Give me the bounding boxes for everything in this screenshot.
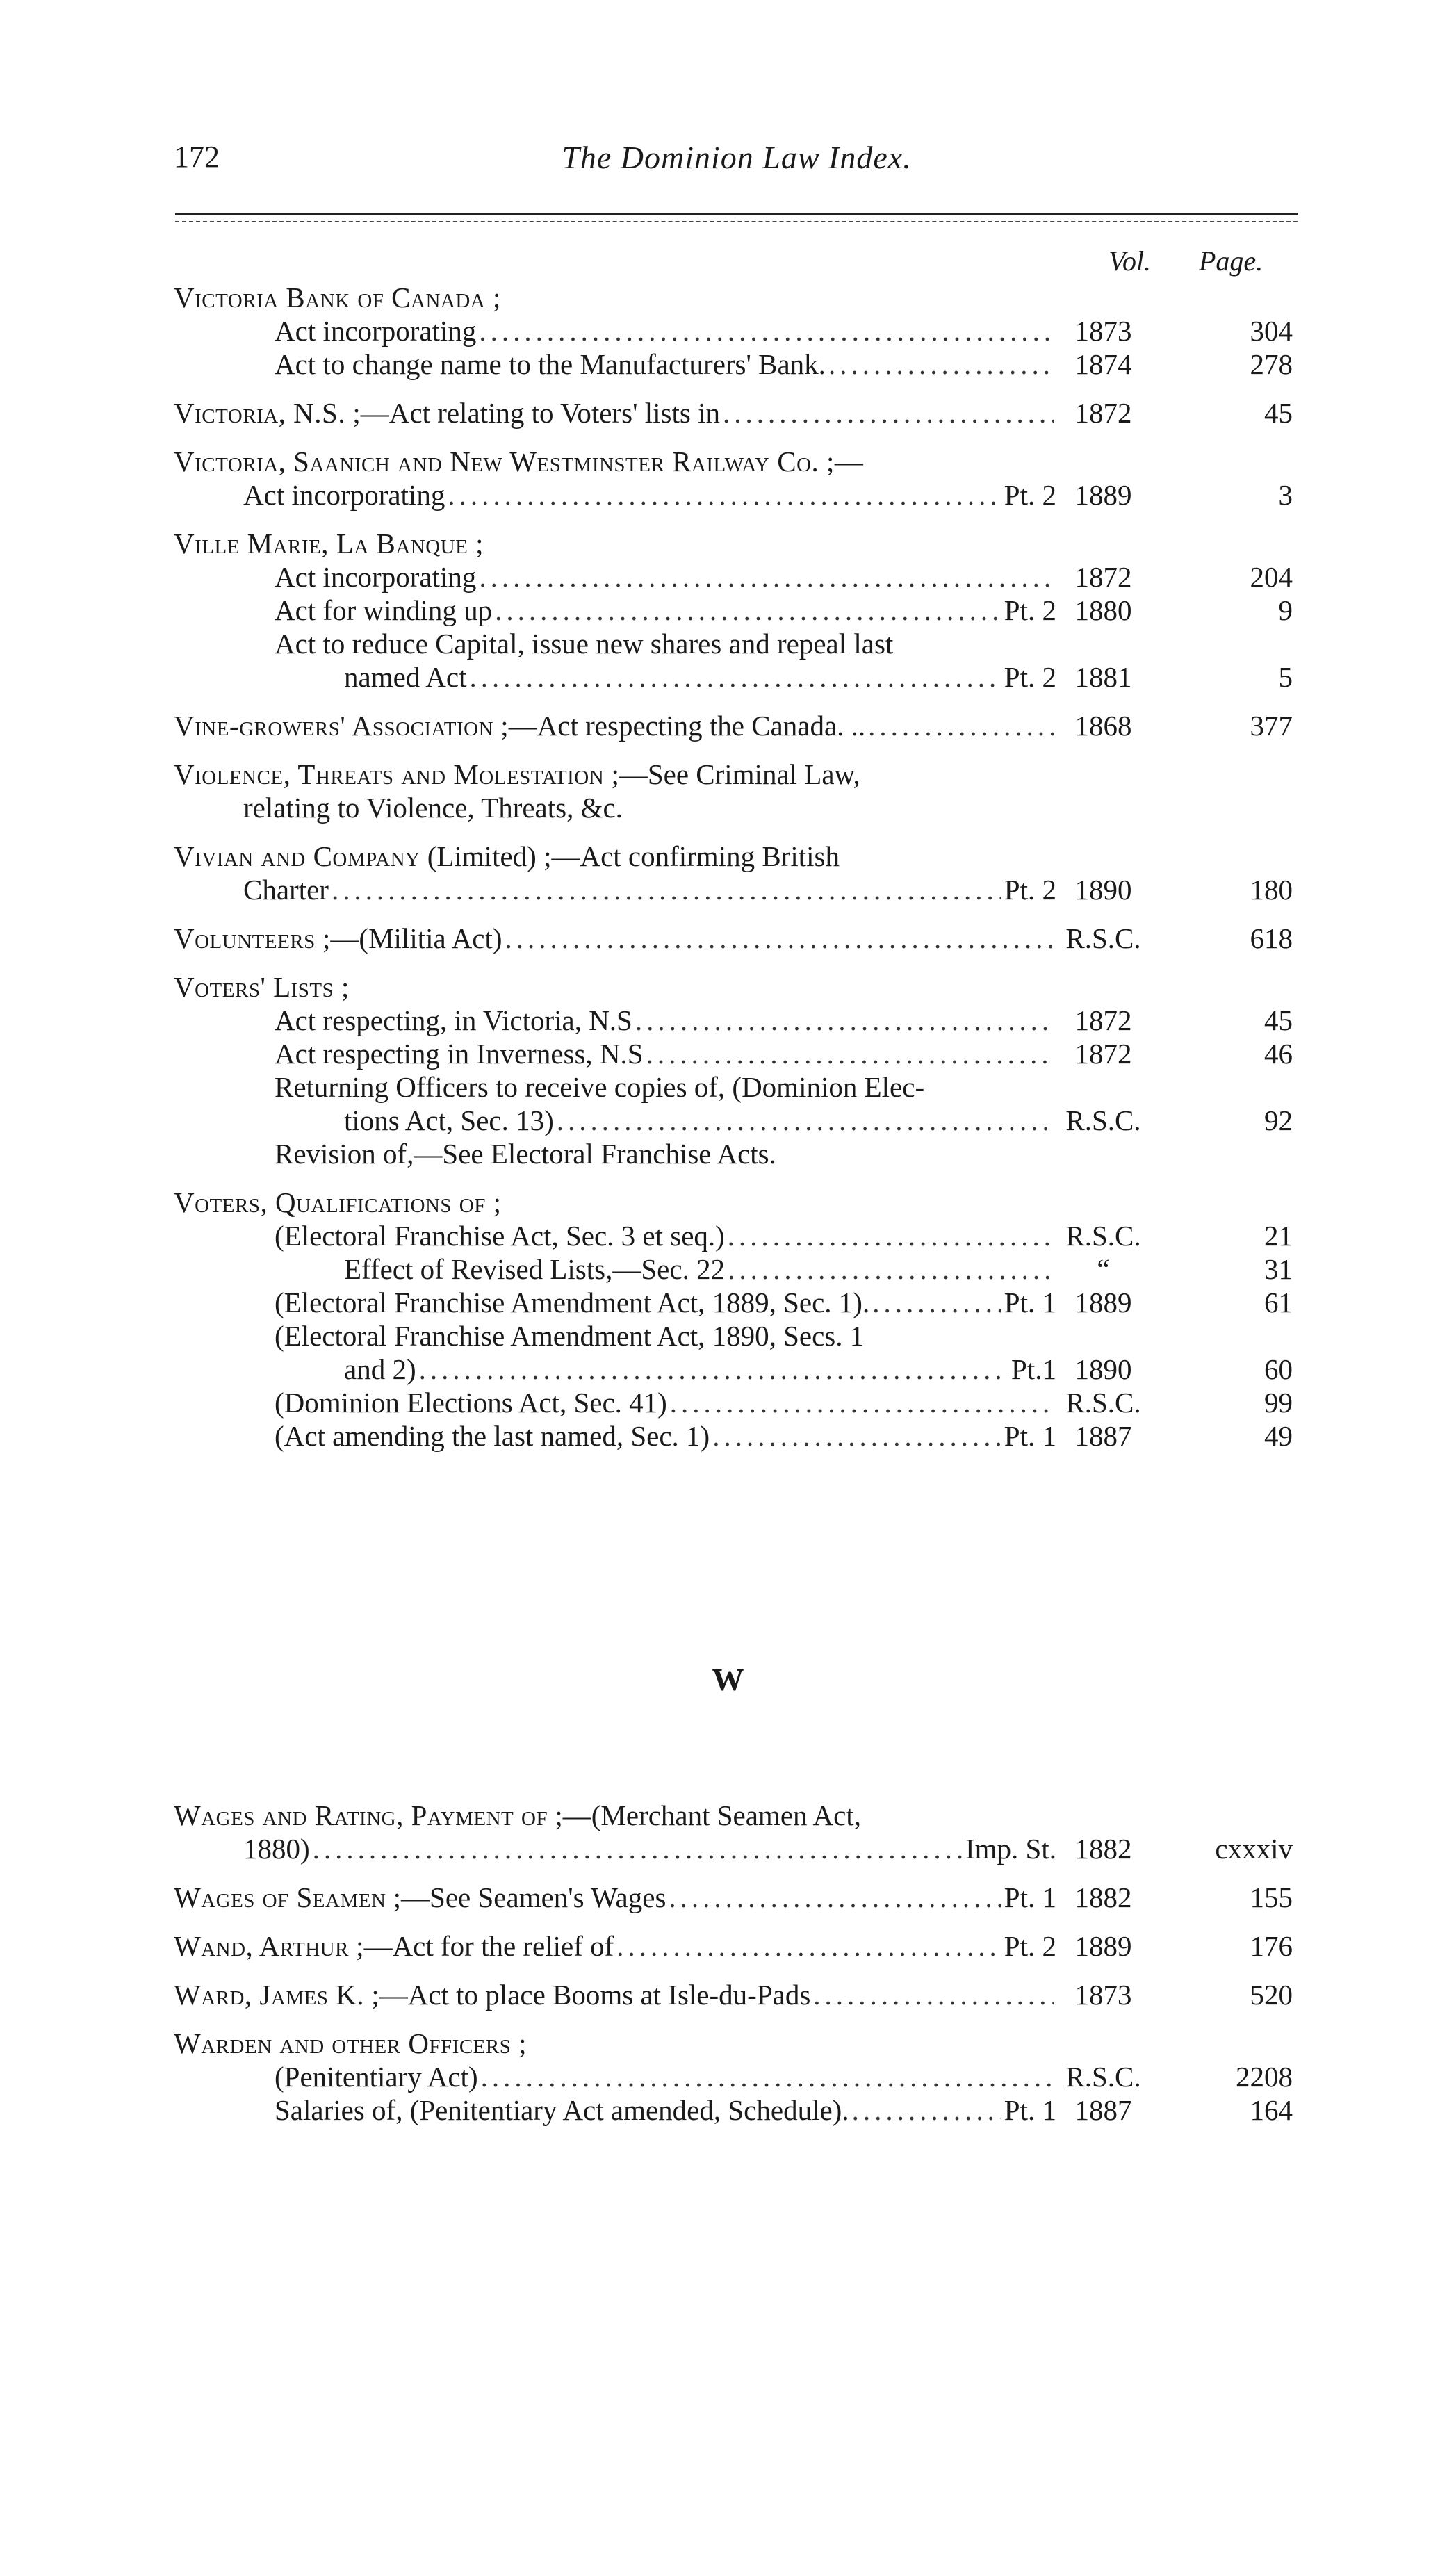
dot-leader: [872, 1286, 1001, 1319]
page-reference: 45: [1264, 397, 1293, 429]
dotted-leader-row: [275, 2060, 1056, 2093]
dotted-leader-row: [275, 2093, 1056, 2127]
entry-heading: [174, 527, 484, 560]
dot-leader: [481, 2060, 1054, 2093]
dot-leader: [669, 1881, 1001, 1914]
volume-reference: 1882: [1074, 1881, 1132, 1913]
dotted-leader-row: [275, 314, 1056, 348]
index-entry: [0, 281, 1456, 381]
index-entry: [0, 2027, 1456, 2127]
page-reference: 204: [1250, 561, 1293, 593]
page-reference: 61: [1264, 1286, 1293, 1318]
volume-reference: 1872: [1074, 1004, 1132, 1036]
entry-text: Act incorporating: [275, 315, 477, 347]
index-line: [0, 281, 1456, 314]
part-reference: Pt. 2: [1004, 1930, 1056, 1962]
entry-text: Charter: [243, 874, 329, 906]
index-line: [0, 1104, 1456, 1137]
entry-description: ;—Act relating to Voters' lists in: [345, 397, 720, 429]
volume-reference: 1872: [1074, 561, 1132, 593]
page-reference: 180: [1250, 874, 1293, 906]
page-reference: 60: [1264, 1353, 1293, 1385]
entry-heading: [174, 281, 501, 314]
volume-reference: 1887: [1074, 2094, 1132, 2126]
part-reference: Pt. 2: [1004, 661, 1056, 693]
index-line: [0, 2093, 1456, 2127]
vol-column-heading: Vol.: [1108, 245, 1152, 277]
index-line: [0, 314, 1456, 348]
dotted-leader-row: [344, 1353, 1056, 1386]
page-reference: 92: [1264, 1104, 1293, 1136]
dot-leader: [448, 478, 1001, 512]
index-entry: [0, 527, 1456, 694]
index-line: [0, 1978, 1456, 2011]
entry-subject: Ward, James K.: [174, 1979, 365, 2011]
volume-reference: 1872: [1074, 397, 1132, 429]
entry-description: ;—See Seamen's Wages: [386, 1881, 666, 1913]
page-reference: 46: [1264, 1038, 1293, 1070]
volume-reference: 1890: [1074, 874, 1132, 906]
entry-heading: [174, 445, 863, 478]
index-line: [0, 594, 1456, 627]
index-line: [0, 1004, 1456, 1037]
index-entry: [0, 1186, 1456, 1453]
entry-heading: [174, 2027, 527, 2060]
entry-text: and 2): [344, 1353, 416, 1385]
volume-reference: R.S.C.: [1065, 1220, 1141, 1252]
entry-subject: Ville Marie, La Banque ;: [174, 528, 484, 559]
entry-text: (Electoral Franchise Amendment Act, 1889, Sec. 1).: [275, 1286, 870, 1318]
index-line: [0, 660, 1456, 694]
header-rule: [175, 213, 1298, 215]
entry-text: [174, 709, 865, 742]
index-entry: [0, 840, 1456, 906]
dot-leader: [712, 1419, 1001, 1453]
dot-leader: [313, 1832, 963, 1865]
dotted-leader-row: [275, 1004, 1056, 1037]
entry-heading-tail: (Limited) ;—Act confirming British: [420, 840, 840, 872]
dotted-leader-row: [174, 1929, 1056, 1963]
volume-reference: 1873: [1074, 1979, 1132, 2011]
entry-text: Act for winding up: [275, 594, 493, 626]
entry-text: (Electoral Franchise Act, Sec. 3 et seq.): [275, 1220, 725, 1252]
part-reference: Imp. St.: [965, 1833, 1056, 1865]
entry-text: Act incorporating: [275, 561, 477, 593]
page-reference: 45: [1264, 1004, 1293, 1036]
entry-text: Act to reduce Capital, issue new shares and repeal last: [275, 628, 894, 660]
page-column-heading: Page.: [1199, 245, 1263, 277]
entry-text: Effect of Revised Lists,—Sec. 22: [344, 1253, 726, 1285]
entry-subject: Violence, Threats and Molestation: [174, 758, 605, 790]
index-line: [0, 840, 1456, 873]
entry-text: Act respecting, in Victoria, N.S: [275, 1004, 632, 1036]
part-reference: Pt. 1: [1004, 2094, 1056, 2126]
index-line: [0, 1252, 1456, 1286]
dot-leader: [728, 1252, 1054, 1286]
page-reference: 520: [1250, 1979, 1293, 2011]
dot-leader: [479, 314, 1054, 348]
page-reference: 2208: [1236, 2061, 1293, 2093]
part-reference: Pt. 2: [1004, 594, 1056, 626]
dotted-leader-row: [275, 1419, 1056, 1453]
entry-subject: Vivian and Company: [174, 840, 420, 872]
entry-heading-tail: ;—(Merchant Seamen Act,: [548, 1799, 861, 1831]
volume-reference: 1880: [1074, 594, 1132, 626]
volume-reference: 1874: [1074, 348, 1132, 380]
dot-leader: [505, 922, 1054, 955]
page-reference: 5: [1278, 661, 1293, 693]
page-reference: 155: [1250, 1881, 1293, 1913]
index-entry: [0, 396, 1456, 430]
index-line: [0, 1881, 1456, 1914]
running-title: The Dominion Law Index.: [562, 140, 912, 175]
dotted-leader-row: [243, 1832, 1056, 1865]
dotted-leader-row: [344, 1252, 1056, 1286]
entry-text: [174, 922, 502, 955]
index-line: [0, 1419, 1456, 1453]
entry-subject: Wand, Arthur: [174, 1930, 349, 1962]
dot-leader: [479, 560, 1054, 594]
entry-subject: Vine-growers' Association: [174, 710, 494, 742]
dotted-leader-row: [275, 1286, 1056, 1319]
dotted-leader-row: [275, 1386, 1056, 1419]
dot-leader: [813, 1978, 1054, 2011]
dot-leader: [616, 1929, 1001, 1963]
index-line: [0, 1070, 1456, 1104]
entry-heading: [174, 1186, 502, 1219]
entry-text: (Penitentiary Act): [275, 2061, 478, 2093]
dot-leader: [828, 348, 1054, 381]
volume-reference: 1887: [1074, 1420, 1132, 1452]
dotted-leader-row: [275, 348, 1056, 381]
page-reference: 377: [1250, 710, 1293, 742]
entry-text: (Act amending the last named, Sec. 1): [275, 1420, 710, 1452]
index-line: [0, 348, 1456, 381]
part-reference: Pt. 1: [1004, 1420, 1056, 1452]
index-line: [0, 1386, 1456, 1419]
entry-text: Act respecting in Inverness, N.S: [275, 1038, 644, 1070]
index-line: [0, 1832, 1456, 1865]
entry-heading: [174, 758, 860, 791]
part-reference: Pt. 1: [1004, 1881, 1056, 1913]
dotted-leader-row: [243, 873, 1056, 906]
dot-leader: [495, 594, 1001, 627]
dot-leader: [419, 1353, 1008, 1386]
index-line: [0, 627, 1456, 660]
dot-leader: [868, 709, 1054, 742]
index-line: [0, 922, 1456, 955]
volume-reference: 1881: [1074, 661, 1132, 693]
entry-continuation: relating to Violence, Threats, &c.: [243, 792, 623, 824]
index-line: [0, 1929, 1456, 1963]
entry-text: (Dominion Elections Act, Sec. 41): [275, 1387, 667, 1419]
page-reference: cxxxiv: [1215, 1833, 1293, 1865]
page-reference: 31: [1264, 1253, 1293, 1285]
page-reference: 618: [1250, 922, 1293, 954]
dotted-leader-row: [174, 1978, 1056, 2011]
dotted-leader-row: [174, 709, 1056, 742]
dot-leader: [852, 2093, 1001, 2127]
index-line: [0, 1037, 1456, 1070]
running-header: [174, 139, 1300, 181]
entry-text: Revision of,—See Electoral Franchise Acts.: [275, 1138, 776, 1170]
index-line: [0, 527, 1456, 560]
entry-text: 1880): [243, 1833, 310, 1865]
index-line: [0, 560, 1456, 594]
part-reference: Pt. 1: [1004, 1286, 1056, 1318]
index-entry: [0, 1799, 1456, 1865]
entry-text: tions Act, Sec. 13): [344, 1104, 554, 1136]
index-entry: [0, 1978, 1456, 2011]
index-entry: [0, 1881, 1456, 1914]
index-line: [0, 791, 1456, 824]
dot-leader: [670, 1386, 1054, 1419]
volume-reference: R.S.C.: [1065, 2061, 1141, 2093]
entry-text: Returning Officers to receive copies of, (Dominion Elec-: [275, 1071, 925, 1103]
volume-reference: “: [1097, 1253, 1110, 1285]
dot-leader: [646, 1037, 1054, 1070]
entry-subject: Wages and Rating, Payment of: [174, 1799, 548, 1831]
dotted-leader-row: [243, 478, 1056, 512]
index-entry: [0, 709, 1456, 742]
entry-text: named Act: [344, 661, 467, 693]
entry-heading: [174, 1799, 861, 1832]
index-line: [0, 396, 1456, 430]
header-rule-dashed: [175, 221, 1298, 222]
volume-reference: R.S.C.: [1065, 922, 1141, 954]
entry-subject: Voters, Qualifications of ;: [174, 1186, 502, 1218]
dotted-leader-row: [174, 396, 1056, 430]
index-line: [0, 2060, 1456, 2093]
volume-reference: 1889: [1074, 1930, 1132, 1962]
dot-leader: [557, 1104, 1054, 1137]
entry-subject: Victoria, Saanich and New Westminster Railway Co. ;—: [174, 446, 864, 477]
index-entry: [0, 1929, 1456, 1963]
page-reference: 21: [1264, 1220, 1293, 1252]
dot-leader: [332, 873, 1001, 906]
dot-leader: [728, 1219, 1054, 1252]
page-reference: 304: [1250, 315, 1293, 347]
part-reference: Pt. 2: [1004, 874, 1056, 906]
volume-reference: R.S.C.: [1065, 1104, 1141, 1136]
index-entry: [0, 445, 1456, 512]
entry-text: Salaries of, (Penitentiary Act amended, Schedule).: [275, 2094, 849, 2126]
index-line: [0, 1319, 1456, 1353]
column-headings: [0, 245, 1456, 281]
entry-subject: Wages of Seamen: [174, 1881, 386, 1913]
entry-description: ;—Act respecting the Canada. ..: [493, 710, 866, 742]
index-line: [0, 1186, 1456, 1219]
index-line: [0, 1219, 1456, 1252]
entry-description: ;—(Militia Act): [315, 922, 502, 954]
page-reference: 49: [1264, 1420, 1293, 1452]
index-line: [0, 478, 1456, 512]
entry-heading: [174, 840, 840, 873]
index-entries-w: [0, 1799, 1456, 2142]
index-line: [0, 873, 1456, 906]
entry-heading-tail: ;—See Criminal Law,: [604, 758, 860, 790]
dotted-leader-row: [174, 1881, 1056, 1914]
volume-reference: 1882: [1074, 1833, 1132, 1865]
dotted-leader-row: [275, 1037, 1056, 1070]
index-line: [0, 445, 1456, 478]
page-reference: 3: [1278, 479, 1293, 511]
page-reference: 278: [1250, 348, 1293, 380]
dotted-leader-row: [275, 1219, 1056, 1252]
dot-leader: [469, 660, 1001, 694]
entry-heading: [174, 970, 350, 1004]
entry-subject: Voters' Lists ;: [174, 971, 350, 1003]
part-reference: Pt.1: [1011, 1353, 1056, 1385]
entry-text: (Electoral Franchise Amendment Act, 1890, Secs. 1: [275, 1320, 865, 1352]
index-line: [0, 758, 1456, 791]
entry-text: Act to change name to the Manufacturers' Bank.: [275, 348, 826, 380]
index-entry: [0, 970, 1456, 1170]
entry-text: [174, 1881, 666, 1914]
page-reference: 164: [1250, 2094, 1293, 2126]
dot-leader: [723, 396, 1054, 430]
section-letter: W: [712, 1662, 744, 1697]
volume-reference: 1872: [1074, 1038, 1132, 1070]
entry-text: [174, 1929, 614, 1963]
volume-reference: 1868: [1074, 710, 1132, 742]
part-reference: Pt. 2: [1004, 479, 1056, 511]
volume-reference: 1889: [1074, 479, 1132, 511]
page-number: 172: [174, 140, 220, 174]
entry-text: [174, 396, 720, 430]
volume-reference: R.S.C.: [1065, 1387, 1141, 1419]
index-entry: [0, 922, 1456, 955]
entry-text: [174, 1978, 810, 2011]
volume-reference: 1889: [1074, 1286, 1132, 1318]
volume-reference: 1873: [1074, 315, 1132, 347]
page-reference: 176: [1250, 1930, 1293, 1962]
dotted-leader-row: [344, 1104, 1056, 1137]
index-entry: [0, 758, 1456, 824]
entry-subject: Victoria, N.S.: [174, 397, 346, 429]
index-line: [0, 1137, 1456, 1170]
entry-description: ;—Act to place Booms at Isle-du-Pads: [364, 1979, 811, 2011]
index-line: [0, 1799, 1456, 1832]
index-line: [0, 2027, 1456, 2060]
entry-subject: Volunteers: [174, 922, 316, 954]
entry-subject: Victoria Bank of Canada ;: [174, 281, 501, 313]
index-line: [0, 970, 1456, 1004]
dotted-leader-row: [174, 922, 1056, 955]
volume-reference: 1890: [1074, 1353, 1132, 1385]
index-line: [0, 1286, 1456, 1319]
entry-subject: Warden and other Officers ;: [174, 2027, 527, 2059]
index-line: [0, 709, 1456, 742]
dotted-leader-row: [275, 560, 1056, 594]
dot-leader: [635, 1004, 1054, 1037]
entry-description: ;—Act for the relief of: [348, 1930, 614, 1962]
dotted-leader-row: [344, 660, 1056, 694]
entry-text: Act incorporating: [243, 479, 445, 511]
page-reference: 99: [1264, 1387, 1293, 1419]
page-reference: 9: [1278, 594, 1293, 626]
index-entries-v: [0, 245, 1456, 1468]
dotted-leader-row: [275, 594, 1056, 627]
index-line: [0, 1353, 1456, 1386]
